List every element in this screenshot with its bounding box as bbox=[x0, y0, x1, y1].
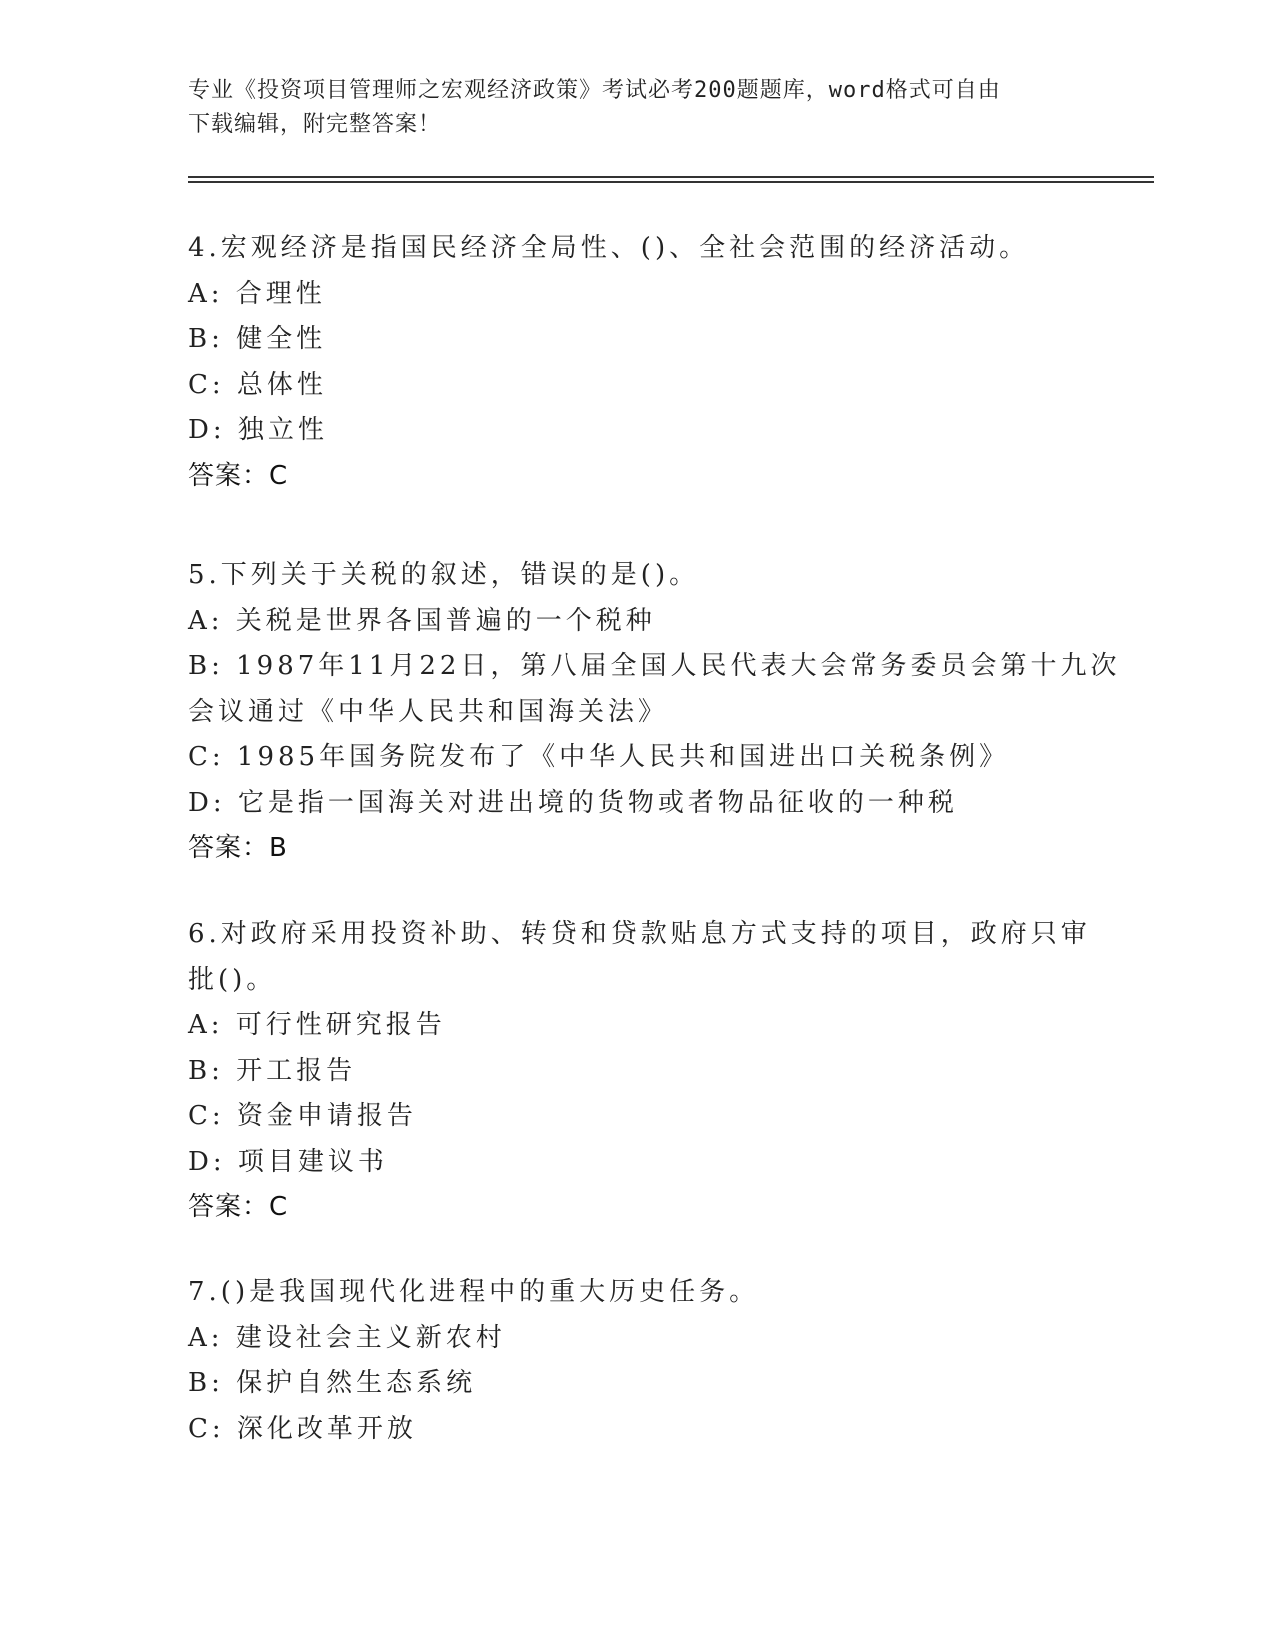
answer-label: 答案：C bbox=[188, 1192, 289, 1222]
question-5 bbox=[188, 553, 1121, 872]
question-6 bbox=[188, 912, 1091, 1231]
question-stem: 7.()是我国现代化进程中的重大历史任务。 bbox=[188, 1277, 760, 1307]
document-header bbox=[188, 74, 1078, 142]
option-a: A: 合理性 bbox=[188, 278, 326, 309]
option-a: A: 可行性研究报告 bbox=[188, 1010, 446, 1040]
header-line-1: 专业《投资项目管理师之宏观经济政策》考试必考200题题库，word格式可自由 bbox=[188, 78, 1001, 103]
option-b: B: 1987年11月22日，第八届全国人民代表大会常务委员会第十九次 bbox=[188, 651, 1121, 681]
question-stem: 4.宏观经济是指国民经济全局性、()、全社会范围的经济活动。 bbox=[188, 233, 1030, 263]
question-4 bbox=[188, 226, 1088, 499]
option-d: D: 独立性 bbox=[188, 415, 328, 445]
answer-label: 答案：B bbox=[188, 833, 288, 863]
option-c: C: 资金申请报告 bbox=[188, 1101, 417, 1131]
option-b: B: 保护自然生态系统 bbox=[188, 1368, 477, 1398]
header-divider-top bbox=[188, 176, 1154, 178]
option-c: C: 总体性 bbox=[188, 369, 327, 400]
answer-label: 答案：C bbox=[188, 460, 289, 491]
question-7 bbox=[188, 1270, 1088, 1452]
option-b-continued: 会议通过《中华人民共和国海关法》 bbox=[188, 696, 669, 727]
question-stem: 5.下列关于关税的叙述，错误的是()。 bbox=[188, 560, 700, 590]
option-c: C: 1985年国务院发布了《中华人民共和国进出口关税条例》 bbox=[188, 742, 1010, 772]
header-divider-bottom bbox=[188, 181, 1154, 183]
option-d: D: 它是指一国海关对进出境的货物或者物品征收的一种税 bbox=[188, 787, 958, 818]
option-d: D: 项目建议书 bbox=[188, 1146, 388, 1177]
header-line-2: 下载编辑，附完整答案！ bbox=[188, 112, 442, 137]
option-c: C: 深化改革开放 bbox=[188, 1413, 417, 1444]
question-stem-continued: 批()。 bbox=[188, 964, 277, 995]
option-a: A: 建设社会主义新农村 bbox=[188, 1322, 506, 1353]
option-b: B: 健全性 bbox=[188, 324, 327, 354]
question-stem: 6.对政府采用投资补助、转贷和贷款贴息方式支持的项目，政府只审 bbox=[188, 919, 1091, 949]
option-b: B: 开工报告 bbox=[188, 1055, 357, 1086]
option-a: A: 关税是世界各国普遍的一个税种 bbox=[188, 605, 656, 636]
